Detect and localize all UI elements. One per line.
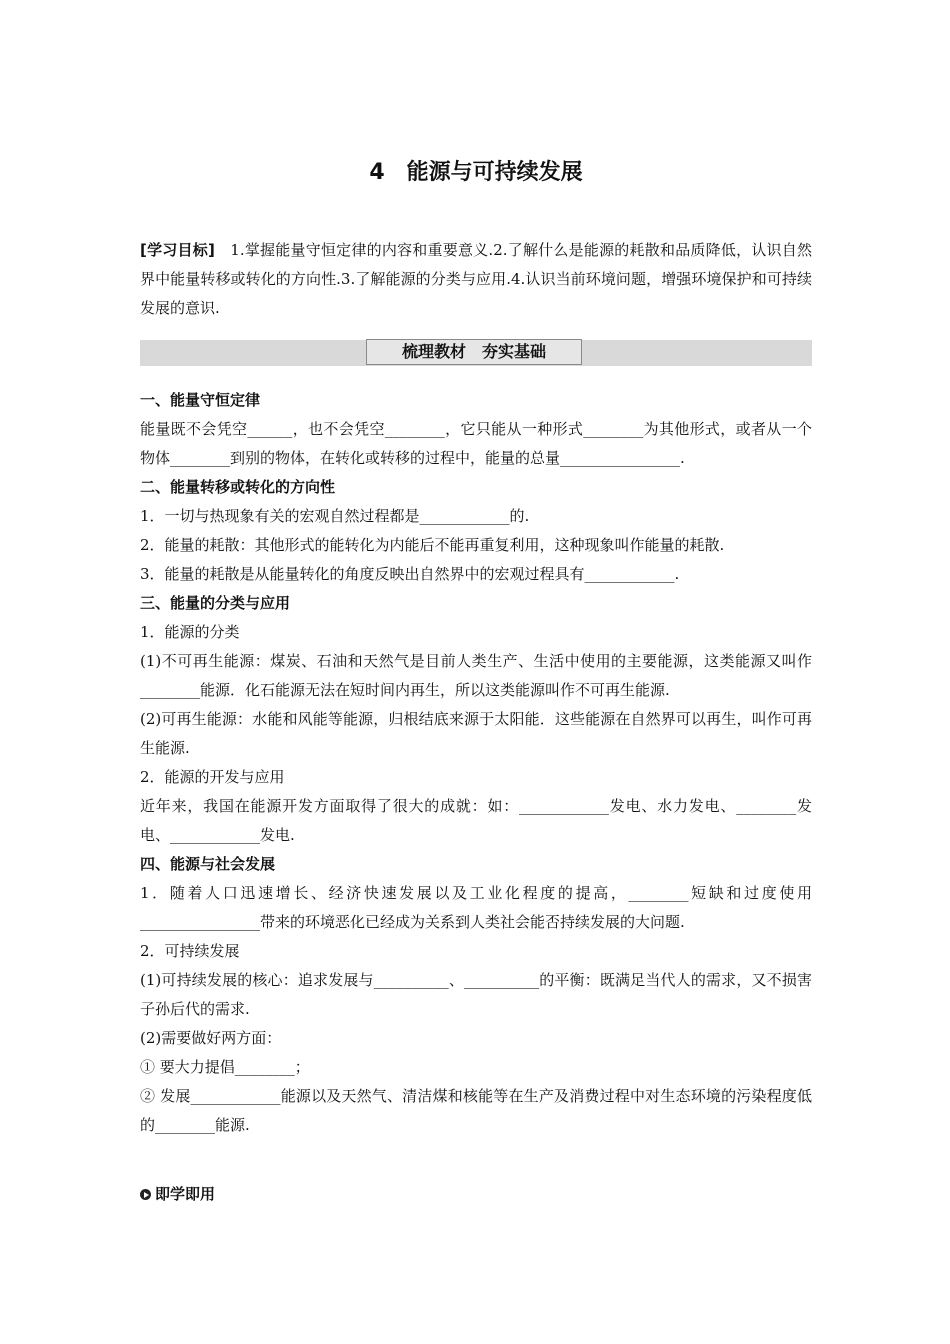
play-icon: [140, 1189, 151, 1200]
section-heading: 三、能量的分类与应用: [140, 594, 291, 612]
paragraph: 1．能源的分类: [140, 623, 240, 641]
paragraph: 近年来，我国在能源开发方面取得了很大的成就：如：____________发电、水力发电、________发电、____________发电.: [140, 797, 812, 844]
paragraph: 能量既不会凭空______，也不会凭空________，它只能从一种形式________为其他形式，或者从一个物体________到别的物体，在转化或转移的过程中，能量的总量________________.: [140, 420, 812, 467]
section-social-development: [140, 850, 812, 1140]
section-classification: [140, 589, 812, 850]
paragraph: (2)可再生能源：水能和风能等能源，归根结底来源于太阳能．这些能源在自然界可以再生，叫作可再生能源.: [140, 710, 812, 757]
learning-goals: [140, 236, 812, 323]
section-banner: [140, 340, 812, 366]
practice-heading: [140, 1180, 215, 1209]
paragraph: 2．能量的耗散：其他形式的能转化为内能后不能再重复利用，这种现象叫作能量的耗散.: [140, 536, 725, 554]
section-energy-conservation: [140, 386, 812, 473]
paragraph: 2．能源的开发与应用: [140, 768, 285, 786]
banner-label: 梳理教材 夯实基础: [366, 339, 582, 365]
goals-label: [学习目标]: [140, 241, 215, 259]
page-title: 4 能源与可持续发展: [369, 160, 583, 185]
paragraph: 1．随着人口迅速增长、经济快速发展以及工业化程度的提高，________短缺和过度使用________________带来的环境恶化已经成为关系到人类社会能否持续发展的大问题.: [140, 884, 812, 931]
section-heading: 一、能量守恒定律: [140, 391, 261, 409]
section-direction: [140, 473, 812, 589]
paragraph: (2)需要做好两方面：: [140, 1029, 282, 1047]
section-heading: 二、能量转移或转化的方向性: [140, 478, 336, 496]
paragraph: 3．能量的耗散是从能量转化的角度反映出自然界中的宏观过程具有____________.: [140, 565, 680, 583]
practice-heading-label: 即学即用: [155, 1185, 216, 1203]
section-heading: 四、能源与社会发展: [140, 855, 276, 873]
paragraph: 1．一切与热现象有关的宏观自然过程都是____________的.: [140, 507, 530, 525]
paragraph: ② 发展____________能源以及天然气、清洁煤和核能等在生产及消费过程中对生态环境的污染程度低的________能源.: [140, 1087, 812, 1134]
paragraph: (1)可持续发展的核心：追求发展与__________、__________的平衡：既满足当代人的需求，又不损害子孙后代的需求.: [140, 971, 812, 1018]
paragraph: (1)不可再生能源：煤炭、石油和天然气是目前人类生产、生活中使用的主要能源，这类能源又叫作________能源．化石能源无法在短时间内再生，所以这类能源叫作不可再生能源.: [140, 652, 812, 699]
paragraph: 2．可持续发展: [140, 942, 240, 960]
goals-text: 1.掌握能量守恒定律的内容和重要意义.2.了解什么是能源的耗散和品质降低，认识自然界中能量转移或转化的方向性.3.了解能源的分类与应用.4.认识当前环境问题，增强环境保护和可持续发展的意识.: [140, 241, 812, 317]
main-content: [140, 386, 812, 1140]
paragraph: ① 要大力提倡________；: [140, 1058, 310, 1076]
